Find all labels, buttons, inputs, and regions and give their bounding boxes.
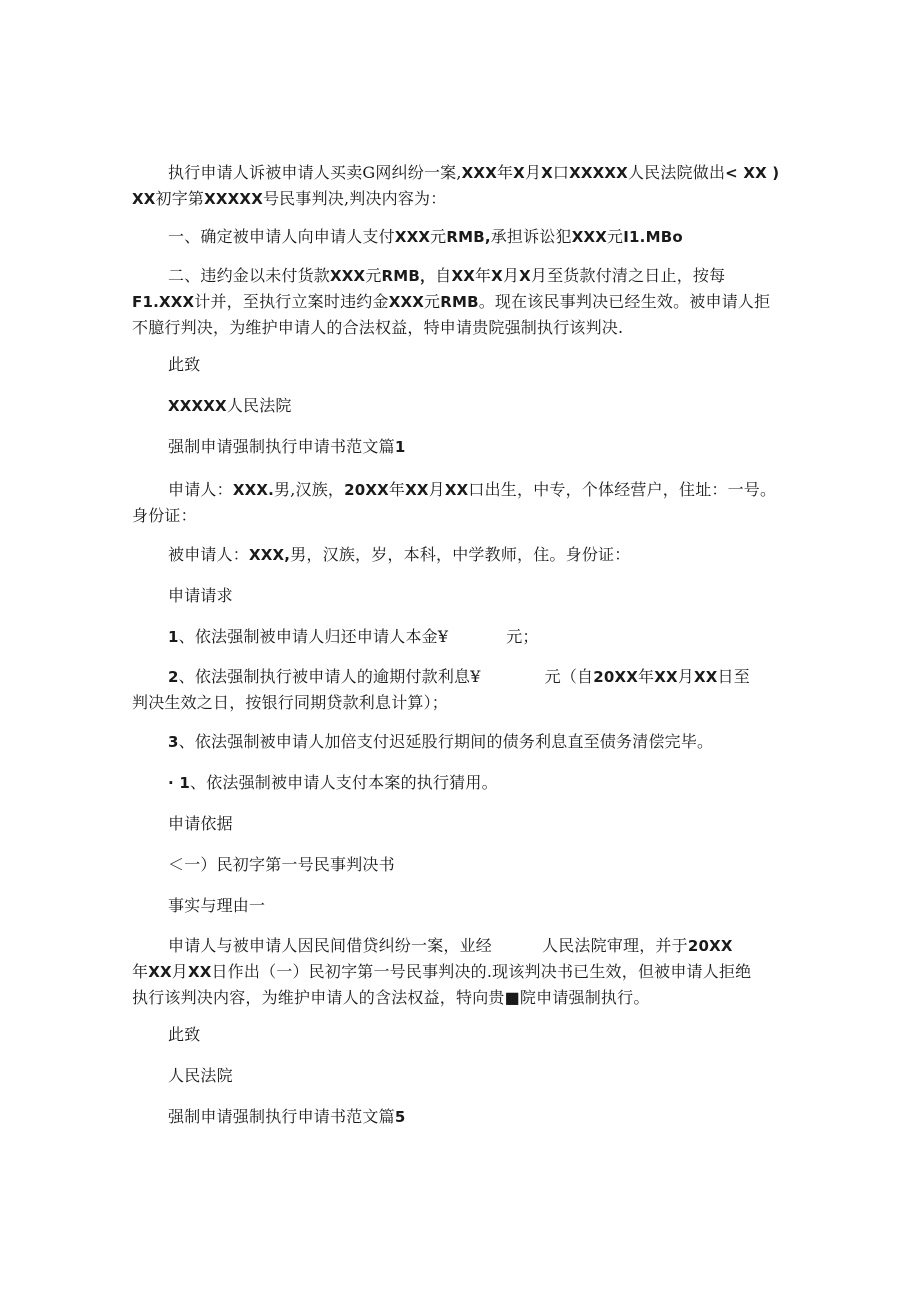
paragraph-salutation-2 [132, 1022, 792, 1048]
text-line: 申请依据 [168, 814, 233, 833]
text-line: 被申请人：XXX,男，汉族，岁，本科，中学教师，住。身份证： [168, 545, 631, 564]
request-item-4 [132, 770, 792, 796]
text-line: 判决生效之日，按银行同期贷款利息计算）； [132, 693, 449, 712]
text-line: 一、确定被申请人向申请人支付XXX元RMB,承担诉讼犯XXX元I1.MBo [168, 227, 683, 246]
section-heading-facts [132, 893, 792, 919]
paragraph-item-one [132, 224, 792, 250]
paragraph-applicant [132, 477, 792, 529]
paragraph-facts [132, 933, 792, 1011]
text-line: ＜一）民初字第一号民事判决书 [168, 855, 395, 874]
paragraph-salutation [132, 352, 792, 378]
text-line: 不臆行判决，为维护申请人的合法权益，特申请贵院强制执行该判决. [132, 318, 624, 337]
text-line: 3、依法强制被申请人加倍支付迟延股行期间的债务利息直至债务清偿完毕。 [168, 732, 714, 751]
text-line: 二、违约金以未付货款XXX元RMB，自XX年X月X月至货款付清之日止，按每 [168, 266, 726, 285]
text-line: 此致 [168, 1025, 201, 1044]
text-line: 执行该判决内容，为维护申请人的含法权益，特向贵■院申请强制执行。 [132, 988, 650, 1007]
request-item-3 [132, 729, 792, 755]
text-line: 强制申请强制执行申请书范文篇5 [168, 1107, 406, 1126]
text-line: 强制申请强制执行申请书范文篇1 [168, 437, 406, 456]
text-line: 执行申请人诉被申请人买卖G网纠纷一案,XXX年X月X口XXXXX人民法院做出< XX ) [168, 163, 780, 182]
basis-item [132, 852, 792, 878]
text-line: F1.XXX计并，至执行立案时违约金XXX元RMB。现在该民事判决已经生效。被申请人拒 [132, 292, 771, 311]
text-line: 1、依法强制被申请人归还申请人本金¥ 元； [168, 627, 539, 646]
paragraph-court-name [132, 393, 792, 419]
request-item-2 [132, 664, 792, 716]
section-heading-5 [132, 1104, 792, 1130]
text-line: 身份证： [132, 506, 197, 525]
text-line: 年XX月XX日作出（一）民初字第一号民事判决的.现该判决书已生效，但被申请人拒绝 [132, 962, 752, 981]
section-heading-basis [132, 811, 792, 837]
text-line: 申请人与被申请人因民间借贷纠纷一案，业经 人民法院审理，并于20XX [168, 936, 733, 955]
paragraph-respondent [132, 542, 792, 568]
text-line: 2、依法强制执行被申请人的逾期付款利息¥ 元（自20XX年XX月XX日至 [168, 667, 750, 686]
section-heading-requests [132, 583, 792, 609]
request-item-1 [132, 624, 792, 650]
text-line: 事实与理由一 [168, 896, 266, 915]
text-line: 申请请求 [168, 586, 233, 605]
text-line: XXXXX人民法院 [168, 396, 292, 415]
text-line: 人民法院 [168, 1066, 233, 1085]
text-line: 此致 [168, 355, 201, 374]
text-line: 申请人：XXX.男,汉族，20XX年XX月XX口出生，中专，个体经营户，住址：一号。 [168, 480, 777, 499]
text-line: · 1、依法强制被申请人支付本案的执行猜用。 [168, 773, 498, 792]
paragraph-case-intro [132, 160, 792, 212]
section-heading-1 [132, 434, 792, 460]
paragraph-item-two [132, 263, 792, 341]
text-line: XX初字第XXXXX号民事判决,判决内容为： [132, 189, 447, 208]
paragraph-court-name-2 [132, 1063, 792, 1089]
